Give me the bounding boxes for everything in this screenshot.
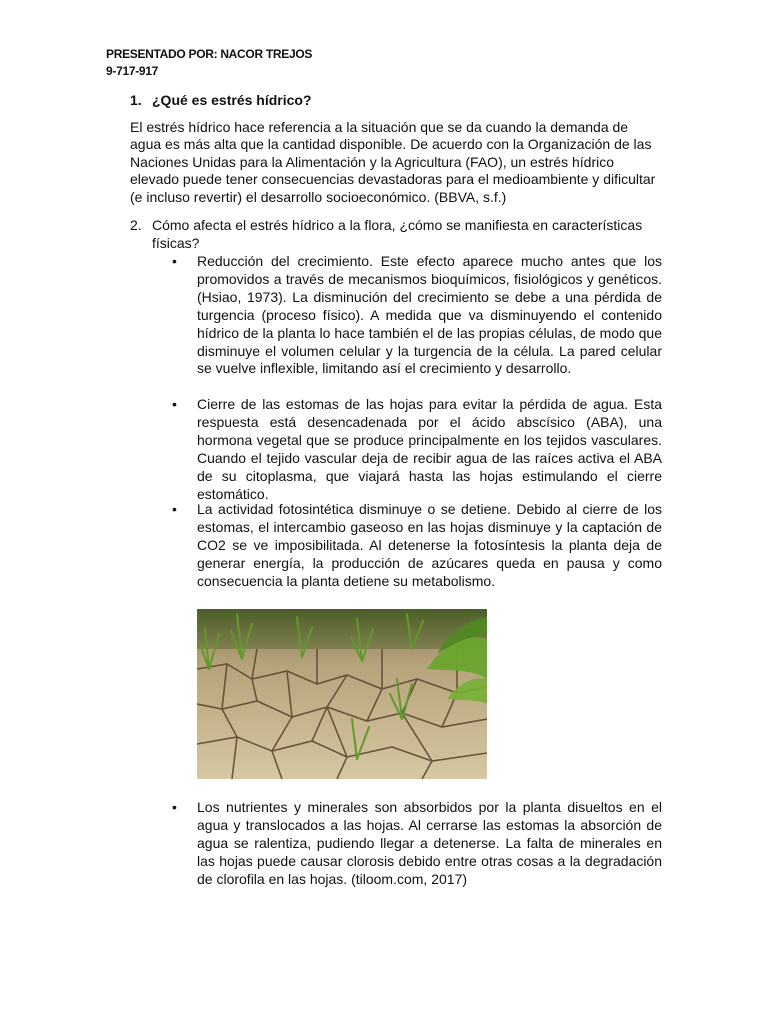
bullet-text: Reducción del crecimiento. Este efecto aparece mucho antes que los promovidos a través de mecanismos bioquímicos, fisiológicos y genéticos. (Hsiao, 1973). La disminución del crecimiento se debe a una pérdida de turgencia (proceso físico). A medida que va disminuyendo el contenido hídrico de la planta lo hace también el de las propias células, de modo que disminuye el volumen celular y la turgencia de la célula. La pared celular se vuelve inflexible, limitando así el crecimiento y desarrollo. <box>197 253 662 377</box>
bullet-item <box>172 253 662 378</box>
question-2-text: Cómo afecta el estrés hídrico a la flora, ¿cómo se manifiesta en características físicas? <box>152 217 643 251</box>
bullet-icon: • <box>172 799 177 815</box>
question-1-answer: El estrés hídrico hace referencia a la situación que se da cuando la demanda de agua es más alta que la cantidad disponible. De acuerdo con la Organización de las Naciones Unidas para la Alimentación y la Agricultura (FAO), un estrés hídrico elevado puede tener consecuencias devastadoras para el medioambiente y dificultar (e incluso revertir) el desarrollo socioeconómico. (BBVA, s.f.) <box>130 119 656 205</box>
bullet-icon: • <box>172 501 177 517</box>
question-2-heading <box>130 216 662 252</box>
bullet-text: Los nutrientes y minerales son absorbidos por la planta disueltos en el agua y translocados a las hojas. Al cerrarse las estomas la absorción de agua se ralentiza, pudiendo llegar a detenerse. La falta de minerales en las hojas puede causar clorosis debido entre otras cosas a la degradación de clorofila en las hojas. (tiloom.com, 2017) <box>197 799 662 887</box>
bullet-icon: • <box>172 396 177 412</box>
question-1-text: ¿Qué es estrés hídrico? <box>152 92 312 108</box>
bullet-text: Cierre de las estomas de las hojas para evitar la pérdida de agua. Esta respuesta está desencadenada por el ácido abscísico (ABA), una hormona vegetal que se produce principalmente en los tejidos vasculares. Cuando el tejido vascular deja de recibir agua de las raíces activa el ABA de su citoplasma, que viajará hasta las hojas estimulando el cierre estomático. <box>197 396 662 502</box>
student-id: 9-717-917 <box>106 64 159 78</box>
question-1-heading <box>130 91 312 109</box>
question-1-number: 1. <box>130 92 142 108</box>
bullet-text: La actividad fotosintética disminuye o se detiene. Debido al cierre de los estomas, el intercambio gaseoso en las hojas disminuye y la captación de CO2 se ve imposibilitada. Al detenerse la fotosíntesis la planta deja de generar energía, la producción de azúcares queda en pausa y como consecuencia la planta detiene su metabolismo. <box>197 501 662 589</box>
presenter-block <box>106 46 312 80</box>
presenter-name: PRESENTADO POR: NACOR TREJOS <box>106 47 313 61</box>
bullet-item <box>172 799 662 889</box>
question-2-number: 2. <box>130 217 142 233</box>
cracked-soil-crop-photo <box>197 609 487 779</box>
bullet-icon: • <box>172 253 177 269</box>
bullet-item <box>172 501 662 591</box>
bullet-item <box>172 396 662 503</box>
